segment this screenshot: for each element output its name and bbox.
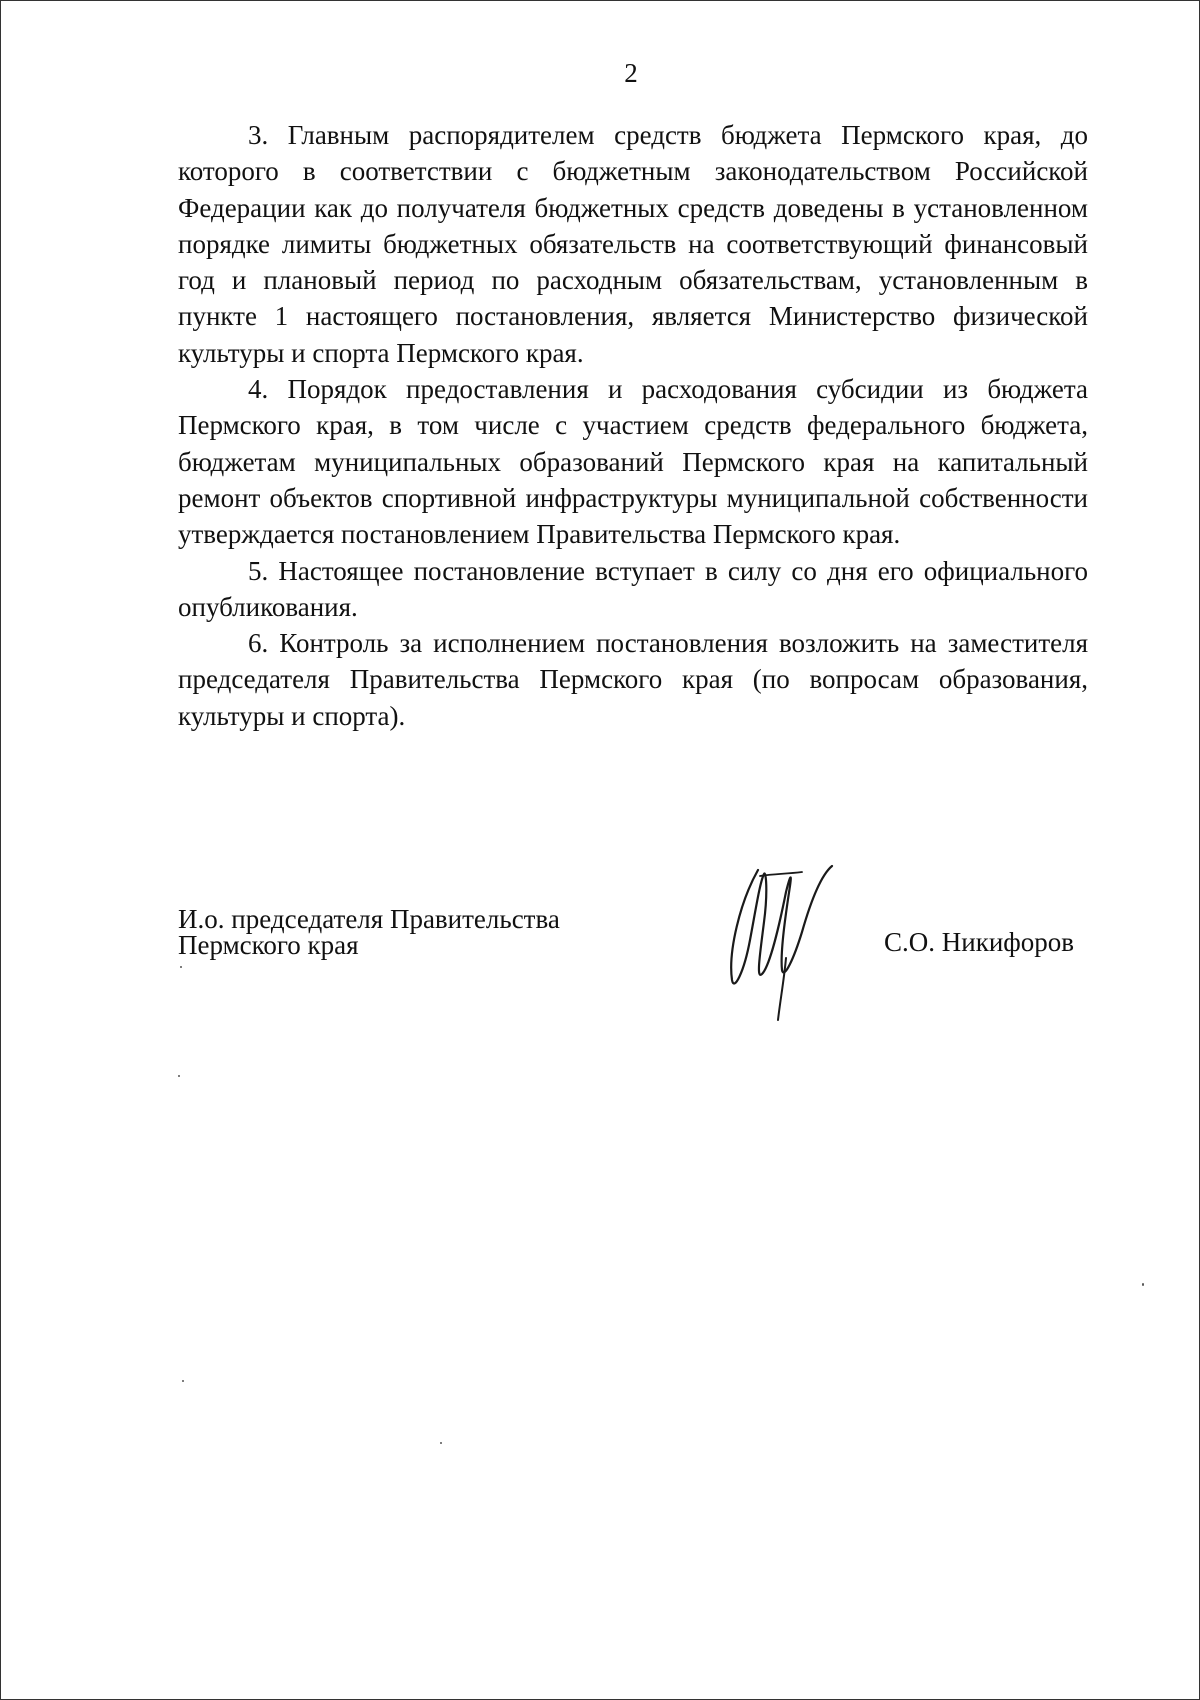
- position-line-1: И.о. председателя Правительства: [178, 904, 560, 934]
- scan-speck: [440, 1442, 442, 1444]
- page-number: 2: [624, 58, 638, 88]
- signatory-position: [178, 906, 560, 958]
- paragraph-5: 5. Настоящее постановление вступает в силу со дня его официального опубликования.: [178, 555, 1088, 622]
- scan-speck: [182, 1380, 184, 1382]
- paragraph-6: 6. Контроль за исполнением постановления возложить на заместителя председателя Правительства Пермского края (по вопросам образования, культуры и спорта).: [178, 628, 1088, 731]
- paragraph-3: 3. Главным распорядителем средств бюджета Пермского края, до которого в соответствии с бюджетным законодательством Российской Федерации как до получателя бюджетных средств доведены в установленном порядке лимиты бюджетных обязательств на соответствующий финансовый год и плановый период по расходным обязательствам, установленным в пункте 1 настоящего постановления, является Министерство физической культуры и спорта Пермского края.: [178, 120, 1088, 368]
- handwritten-signature: [720, 862, 840, 1022]
- scan-speck: [180, 966, 182, 968]
- scan-speck: [1142, 1283, 1144, 1286]
- document-body: [178, 117, 1088, 734]
- paragraph-4: 4. Порядок предоставления и расходования субсидии из бюджета Пермского края, в том числе с участием средств федерального бюджета, бюджетам муниципальных образований Пермского края на капитальный ремонт объектов спортивной инфраструктуры муниципальной собственности утверждается постановлением Правительства Пермского края.: [178, 374, 1088, 550]
- scan-speck: [178, 1075, 180, 1077]
- position-line-2: Пермского края: [178, 930, 359, 960]
- signatory-name: С.О. Никифоров: [884, 927, 1075, 957]
